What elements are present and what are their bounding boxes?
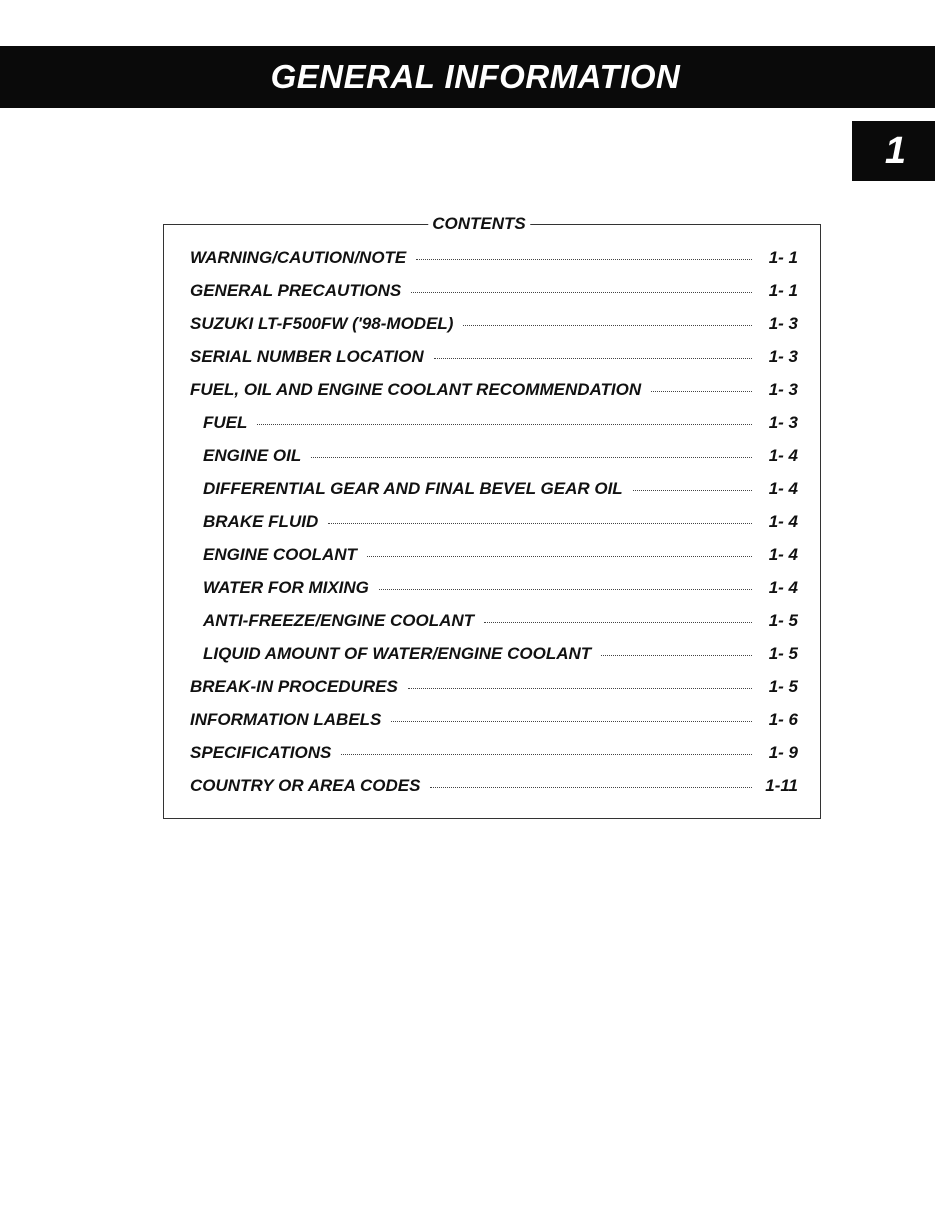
chapter-number: 1 bbox=[884, 129, 907, 172]
toc-entry-label: INFORMATION LABELS bbox=[190, 710, 382, 729]
toc-entry-page: 1- 4 bbox=[768, 479, 798, 498]
toc-dot-leader bbox=[311, 456, 752, 458]
toc-entry-page: 1- 9 bbox=[768, 743, 798, 762]
chapter-tab bbox=[852, 121, 935, 181]
toc-dot-leader bbox=[484, 621, 752, 623]
toc-entry-label: ENGINE COOLANT bbox=[203, 545, 357, 564]
toc-dot-leader bbox=[434, 357, 752, 359]
toc-entry-page: 1- 6 bbox=[768, 710, 798, 729]
toc-dot-leader bbox=[651, 390, 752, 392]
page-title: GENERAL INFORMATION bbox=[270, 58, 681, 95]
toc-dot-leader bbox=[367, 555, 752, 557]
toc-entry[interactable] bbox=[190, 279, 798, 312]
toc-entry[interactable] bbox=[190, 774, 798, 807]
toc-entry-page: 1-11 bbox=[765, 776, 798, 795]
toc-entry-page: 1- 1 bbox=[768, 281, 798, 300]
toc-entry-label: ENGINE OIL bbox=[203, 446, 302, 465]
toc-dot-leader bbox=[328, 522, 752, 524]
toc-list bbox=[190, 246, 798, 807]
toc-entry-label: BRAKE FLUID bbox=[203, 512, 319, 531]
toc-entry[interactable] bbox=[190, 246, 798, 279]
toc-entry[interactable] bbox=[190, 444, 798, 477]
toc-entry[interactable] bbox=[190, 312, 798, 345]
toc-entry[interactable] bbox=[190, 642, 798, 675]
toc-entry-label: COUNTRY OR AREA CODES bbox=[190, 776, 421, 795]
toc-entry-label: BREAK-IN PROCEDURES bbox=[190, 677, 398, 696]
toc-entry[interactable] bbox=[190, 510, 798, 543]
toc-dot-leader bbox=[463, 324, 752, 326]
toc-entry[interactable] bbox=[190, 609, 798, 642]
toc-entry-page: 1- 4 bbox=[768, 446, 798, 465]
toc-entry-label: WARNING/CAUTION/NOTE bbox=[190, 248, 407, 267]
toc-entry-page: 1- 3 bbox=[768, 347, 798, 366]
toc-dot-leader bbox=[257, 423, 752, 425]
toc-entry[interactable] bbox=[190, 741, 798, 774]
toc-entry-label: GENERAL PRECAUTIONS bbox=[190, 281, 402, 300]
toc-entry-label: LIQUID AMOUNT OF WATER/ENGINE COOLANT bbox=[203, 644, 592, 663]
toc-entry-page: 1- 4 bbox=[768, 578, 798, 597]
contents-box bbox=[163, 214, 821, 819]
toc-dot-leader bbox=[379, 588, 752, 590]
toc-entry-label: FUEL bbox=[203, 413, 248, 432]
toc-entry-page: 1- 3 bbox=[768, 413, 798, 432]
toc-dot-leader bbox=[391, 720, 752, 722]
toc-entry-page: 1- 5 bbox=[768, 611, 798, 630]
toc-entry[interactable] bbox=[190, 576, 798, 609]
toc-entry[interactable] bbox=[190, 378, 798, 411]
toc-dot-leader bbox=[601, 654, 752, 656]
toc-entry-label: WATER FOR MIXING bbox=[203, 578, 369, 597]
toc-dot-leader bbox=[416, 258, 752, 260]
toc-entry[interactable] bbox=[190, 543, 798, 576]
toc-entry-label: FUEL, OIL AND ENGINE COOLANT RECOMMENDATION bbox=[190, 380, 642, 399]
toc-dot-leader bbox=[411, 291, 752, 293]
toc-entry-page: 1- 3 bbox=[768, 380, 798, 399]
toc-entry-page: 1- 4 bbox=[768, 512, 798, 531]
toc-entry[interactable] bbox=[190, 345, 798, 378]
toc-entry[interactable] bbox=[190, 708, 798, 741]
toc-entry-page: 1- 1 bbox=[768, 248, 798, 267]
title-bar bbox=[0, 46, 935, 108]
toc-entry-label: SUZUKI LT-F500FW ('98-MODEL) bbox=[190, 314, 454, 333]
toc-dot-leader bbox=[633, 489, 752, 491]
toc-entry-page: 1- 3 bbox=[768, 314, 798, 333]
toc-entry-label: ANTI-FREEZE/ENGINE COOLANT bbox=[203, 611, 475, 630]
toc-entry-page: 1- 5 bbox=[768, 677, 798, 696]
toc-entry[interactable] bbox=[190, 477, 798, 510]
toc-entry-label: SERIAL NUMBER LOCATION bbox=[190, 347, 424, 366]
toc-entry-page: 1- 5 bbox=[768, 644, 798, 663]
toc-entry-label: DIFFERENTIAL GEAR AND FINAL BEVEL GEAR OIL bbox=[203, 479, 623, 498]
toc-entry[interactable] bbox=[190, 675, 798, 708]
toc-entry-page: 1- 4 bbox=[768, 545, 798, 564]
toc-dot-leader bbox=[430, 786, 752, 788]
toc-entry[interactable] bbox=[190, 411, 798, 444]
toc-dot-leader bbox=[341, 753, 752, 755]
contents-heading: CONTENTS bbox=[428, 214, 530, 234]
toc-dot-leader bbox=[408, 687, 752, 689]
toc-entry-label: SPECIFICATIONS bbox=[190, 743, 332, 762]
